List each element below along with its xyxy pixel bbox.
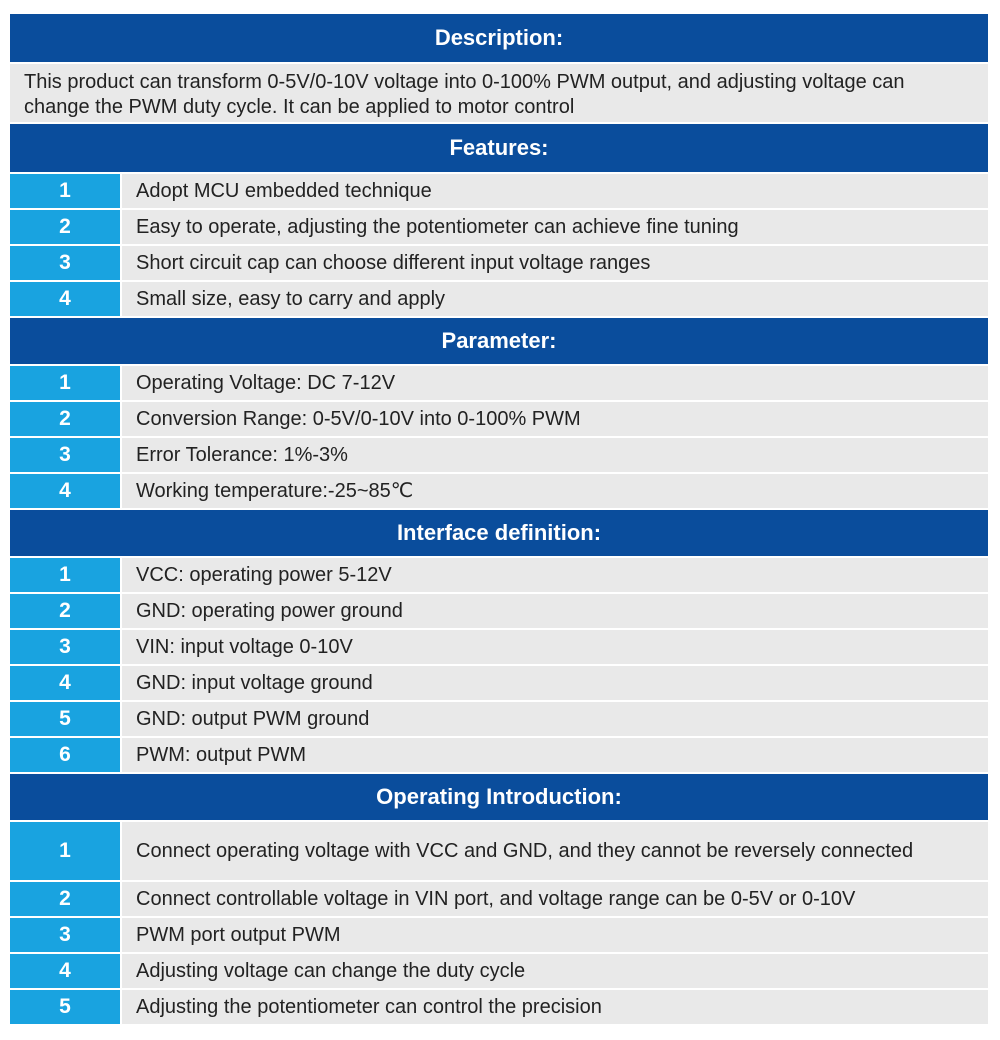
- row-number: 2: [10, 882, 120, 916]
- parameter-row: [10, 366, 988, 402]
- row-number: 2: [10, 210, 120, 244]
- row-text: VCC: operating power 5-12V: [120, 558, 988, 592]
- row-text: VIN: input voltage 0-10V: [120, 630, 988, 664]
- row-text: GND: input voltage ground: [120, 666, 988, 700]
- row-text: Easy to operate, adjusting the potentiometer can achieve fine tuning: [120, 210, 988, 244]
- row-number: 4: [10, 282, 120, 316]
- row-text: Small size, easy to carry and apply: [120, 282, 988, 316]
- features-row: [10, 210, 988, 246]
- row-text: Adopt MCU embedded technique: [120, 174, 988, 208]
- row-number: 4: [10, 666, 120, 700]
- row-text: Operating Voltage: DC 7-12V: [120, 366, 988, 400]
- spec-sheet: [10, 14, 988, 1026]
- row-number: 3: [10, 918, 120, 952]
- row-text: Adjusting the potentiometer can control the precision: [120, 990, 988, 1024]
- row-number: 6: [10, 738, 120, 772]
- row-number: 1: [10, 174, 120, 208]
- row-text: Adjusting voltage can change the duty cycle: [120, 954, 988, 988]
- operating-header: Operating Introduction:: [10, 774, 988, 822]
- interface-row: [10, 594, 988, 630]
- row-text: PWM: output PWM: [120, 738, 988, 772]
- row-number: 4: [10, 474, 120, 508]
- operating-row: [10, 882, 988, 918]
- parameter-row: [10, 402, 988, 438]
- interface-row: [10, 702, 988, 738]
- interface-row: [10, 558, 988, 594]
- operating-row: [10, 918, 988, 954]
- parameter-header: Parameter:: [10, 318, 988, 366]
- interface-row: [10, 738, 988, 774]
- row-number: 2: [10, 594, 120, 628]
- row-number: 1: [10, 822, 120, 880]
- parameter-row: [10, 438, 988, 474]
- description-header: Description:: [10, 14, 988, 64]
- interface-row: [10, 630, 988, 666]
- parameter-row: [10, 474, 988, 510]
- row-text: GND: output PWM ground: [120, 702, 988, 736]
- operating-row: [10, 990, 988, 1026]
- features-header: Features:: [10, 124, 988, 174]
- operating-row: [10, 954, 988, 990]
- row-text: Short circuit cap can choose different input voltage ranges: [120, 246, 988, 280]
- features-row: [10, 282, 988, 318]
- row-number: 3: [10, 246, 120, 280]
- row-text: Connect operating voltage with VCC and GND, and they cannot be reversely connected: [120, 822, 988, 880]
- row-text: GND: operating power ground: [120, 594, 988, 628]
- row-text: Conversion Range: 0-5V/0-10V into 0-100% PWM: [120, 402, 988, 436]
- row-text: Error Tolerance: 1%-3%: [120, 438, 988, 472]
- row-number: 3: [10, 630, 120, 664]
- description-text: This product can transform 0-5V/0-10V voltage into 0-100% PWM output, and adjusting voltage can change the PWM duty cycle. It can be applied to motor control: [10, 64, 988, 124]
- interface-header: Interface definition:: [10, 510, 988, 558]
- row-number: 3: [10, 438, 120, 472]
- row-text: PWM port output PWM: [120, 918, 988, 952]
- features-row: [10, 174, 988, 210]
- row-number: 1: [10, 366, 120, 400]
- row-number: 5: [10, 990, 120, 1024]
- interface-row: [10, 666, 988, 702]
- row-number: 4: [10, 954, 120, 988]
- row-number: 1: [10, 558, 120, 592]
- row-number: 5: [10, 702, 120, 736]
- row-text: Working temperature:-25~85℃: [120, 474, 988, 508]
- row-number: 2: [10, 402, 120, 436]
- features-row: [10, 246, 988, 282]
- row-text: Connect controllable voltage in VIN port, and voltage range can be 0-5V or 0-10V: [120, 882, 988, 916]
- operating-row: [10, 822, 988, 882]
